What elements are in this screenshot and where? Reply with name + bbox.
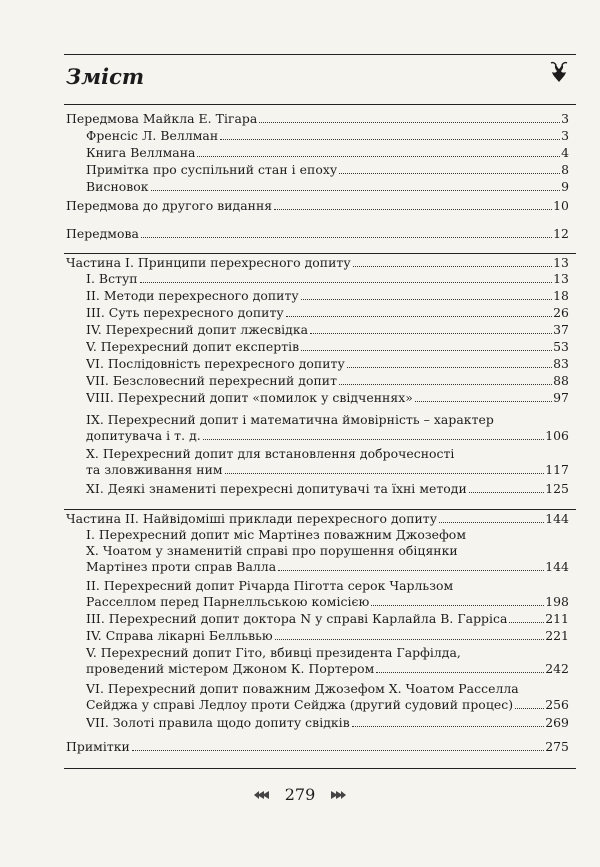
dot-leader — [352, 715, 544, 727]
dot-leader — [415, 390, 552, 402]
toc-page-number: 256 — [545, 697, 569, 712]
toc-entry-title: VII. Золоті правила щодо допиту свідків — [86, 715, 350, 730]
toc-page-number: 88 — [553, 373, 569, 388]
toc-entry[interactable] — [86, 412, 569, 444]
dot-leader — [259, 111, 560, 123]
dot-leader — [197, 145, 560, 157]
dot-leader — [275, 628, 544, 640]
toc-page-number: 198 — [545, 594, 569, 609]
toc-entry-title: XI. Деякі знамениті перехресні допитувачі та їхні методи — [86, 481, 467, 496]
toc-entry[interactable] — [86, 446, 569, 478]
toc-page-number: 144 — [545, 559, 569, 574]
dot-leader — [140, 271, 553, 283]
toc-page-number: 18 — [553, 288, 569, 303]
toc-entry-title: допитувача і т. д. — [86, 428, 201, 443]
dot-leader — [151, 179, 560, 191]
toc-entry[interactable] — [86, 356, 569, 372]
toc-entry[interactable] — [86, 645, 569, 677]
toc-page-number: 106 — [545, 428, 569, 443]
toc-entry-title: Примітки — [66, 739, 130, 754]
dot-leader — [203, 428, 544, 440]
toc-entry-title: IX. Перехресний допит і математична ймовірність – характер — [86, 412, 494, 427]
toc-entry-title: Передмова Майкла Е. Тігара — [66, 111, 258, 126]
top-rule — [64, 54, 576, 55]
toc-page-number: 10 — [553, 198, 569, 213]
toc-entry-title: І. Перехресний допит міс Мартінез поважним Джозефом — [86, 527, 467, 542]
toc-page-number: 211 — [545, 611, 569, 626]
toc-entry[interactable] — [86, 288, 569, 304]
left-footer-ornament-icon — [252, 789, 274, 801]
dot-leader — [515, 697, 544, 709]
dot-leader — [509, 611, 544, 623]
toc-entry[interactable] — [86, 373, 569, 389]
toc-entry-title: Передмова до другого видання — [66, 198, 273, 213]
toc-entry[interactable] — [86, 339, 569, 355]
section-separator — [64, 509, 576, 510]
toc-entry-title: Книга Веллмана — [86, 145, 196, 160]
toc-entry[interactable] — [86, 628, 569, 644]
toc-entry[interactable] — [86, 390, 569, 406]
toc-entry[interactable] — [86, 145, 569, 161]
toc-entry[interactable] — [86, 271, 569, 287]
toc-page-number: 8 — [561, 162, 569, 177]
toc-page-number: 221 — [545, 628, 569, 643]
toc-page-number: 4 — [561, 145, 569, 160]
dot-leader — [469, 481, 544, 493]
dot-leader — [310, 322, 552, 334]
dot-leader — [286, 305, 552, 317]
toc-entry-title: проведений містером Джоном К. Портером — [86, 661, 375, 676]
toc-entry[interactable] — [86, 527, 569, 575]
dot-leader — [339, 162, 560, 174]
toc-entry-title: ІІІ. Суть перехресного допиту — [86, 305, 284, 320]
toc-entry-title: ІІ. Перехресний допит Річарда Піготта серок Чарльзом — [86, 578, 454, 593]
section-separator — [64, 253, 576, 254]
toc-page-number: 275 — [545, 739, 569, 754]
toc-entry-title: Примітка про суспільний стан і епоху — [86, 162, 338, 177]
page-number: 279 — [284, 785, 316, 804]
toc-entry-title: Мартінез проти справ Валла — [86, 559, 277, 574]
toc-entry[interactable] — [86, 611, 569, 627]
toc-page-number: 13 — [553, 255, 569, 270]
toc-page-number: 26 — [553, 305, 569, 320]
toc-page-number: 242 — [545, 661, 569, 676]
toc-entry-title: IV. Справа лікарні Белльвью — [86, 628, 273, 643]
dot-leader — [353, 255, 552, 267]
toc-entry-title: VIII. Перехресний допит «помилок у свідченнях» — [86, 390, 413, 405]
toc-entry-title: Висновок — [86, 179, 149, 194]
dot-leader — [371, 594, 544, 606]
toc-entry-title: Расселлом перед Парнелльською комісією — [86, 594, 370, 609]
toc-entry[interactable] — [66, 111, 569, 127]
toc-entry-title: та зловживання ним — [86, 462, 223, 477]
toc-entry-title: VI. Послідовність перехресного допиту — [86, 356, 345, 371]
dot-leader — [132, 739, 544, 751]
dot-leader — [376, 661, 544, 673]
toc-entry-title: ІІІ. Перехресний допит доктора N у справі Карлайла В. Гарріса — [86, 611, 508, 626]
dot-leader — [339, 373, 552, 385]
toc-entry-title: Частина І. Принципи перехресного допиту — [66, 255, 351, 270]
toc-entry[interactable] — [86, 162, 569, 178]
title-rule — [64, 104, 576, 105]
toc-entry[interactable] — [86, 128, 569, 144]
toc-page-number: 9 — [561, 179, 569, 194]
toc-page-number: 12 — [553, 226, 569, 241]
page-footer — [0, 784, 600, 804]
bottom-rule — [64, 768, 576, 769]
toc-entry[interactable] — [66, 198, 569, 214]
toc-entry-title: Х. Чоатом у знаменитій справі про порушення обіцянки — [86, 543, 458, 558]
dot-leader — [274, 198, 552, 210]
toc-entry[interactable] — [66, 511, 569, 527]
toc-page-number: 37 — [553, 322, 569, 337]
toc-entry[interactable] — [66, 226, 569, 242]
right-footer-ornament-icon — [326, 789, 348, 801]
toc-page-number: 117 — [545, 462, 569, 477]
toc-entry-title: ІІ. Методи перехресного допиту — [86, 288, 299, 303]
toc-entry-title: V. Перехресний допит експертів — [86, 339, 300, 354]
toc-entry[interactable] — [86, 715, 569, 731]
dot-leader — [301, 339, 552, 351]
dot-leader — [225, 462, 545, 474]
dot-leader — [439, 511, 544, 523]
toc-entry-title: VII. Безсловесний перехресний допит — [86, 373, 338, 388]
toc-entry[interactable] — [66, 255, 569, 271]
toc-entry[interactable] — [86, 481, 569, 497]
floral-ornament-icon — [548, 60, 570, 84]
toc-page-number: 53 — [553, 339, 569, 354]
dot-leader — [220, 128, 560, 140]
toc-entry-title: І. Вступ — [86, 271, 138, 286]
toc-entry-title: V. Перехресний допит Гіто, вбивці президента Гарфілда, — [86, 645, 461, 660]
toc-entry-title: Передмова — [66, 226, 139, 241]
dot-leader — [347, 356, 552, 368]
toc-entry[interactable] — [86, 681, 569, 713]
toc-page-number: 3 — [561, 111, 569, 126]
toc-entry[interactable] — [86, 179, 569, 195]
toc-page-number: 13 — [553, 271, 569, 286]
toc-entry-title: X. Перехресний допит для встановлення доброчесності — [86, 446, 455, 461]
toc-entry[interactable] — [86, 322, 569, 338]
toc-page-number: 97 — [553, 390, 569, 405]
toc-page-number: 269 — [545, 715, 569, 730]
toc-entry[interactable] — [86, 578, 569, 610]
dot-leader — [278, 559, 544, 571]
toc-page-number: 83 — [553, 356, 569, 371]
dot-leader — [141, 226, 552, 238]
dot-leader — [301, 288, 552, 300]
toc-page-number: 144 — [545, 511, 569, 526]
toc-entry-title: VI. Перехресний допит поважним Джозефом Х. Чоатом Расселла — [86, 681, 519, 696]
toc-entry-title: Френсіс Л. Веллман — [86, 128, 219, 143]
toc-entry-title: IV. Перехресний допит лжесвідка — [86, 322, 309, 337]
toc-page-number: 3 — [561, 128, 569, 143]
toc-page-number: 125 — [545, 481, 569, 496]
toc-entry[interactable] — [86, 305, 569, 321]
toc-entry[interactable] — [66, 739, 569, 755]
toc-entry-title: Сейджа у справі Ледлоу проти Сейджа (другий судовий процес) — [86, 697, 514, 712]
page-title: Зміст — [66, 64, 145, 89]
toc-entry-title: Частина ІІ. Найвідоміші приклади перехресного допиту — [66, 511, 438, 526]
